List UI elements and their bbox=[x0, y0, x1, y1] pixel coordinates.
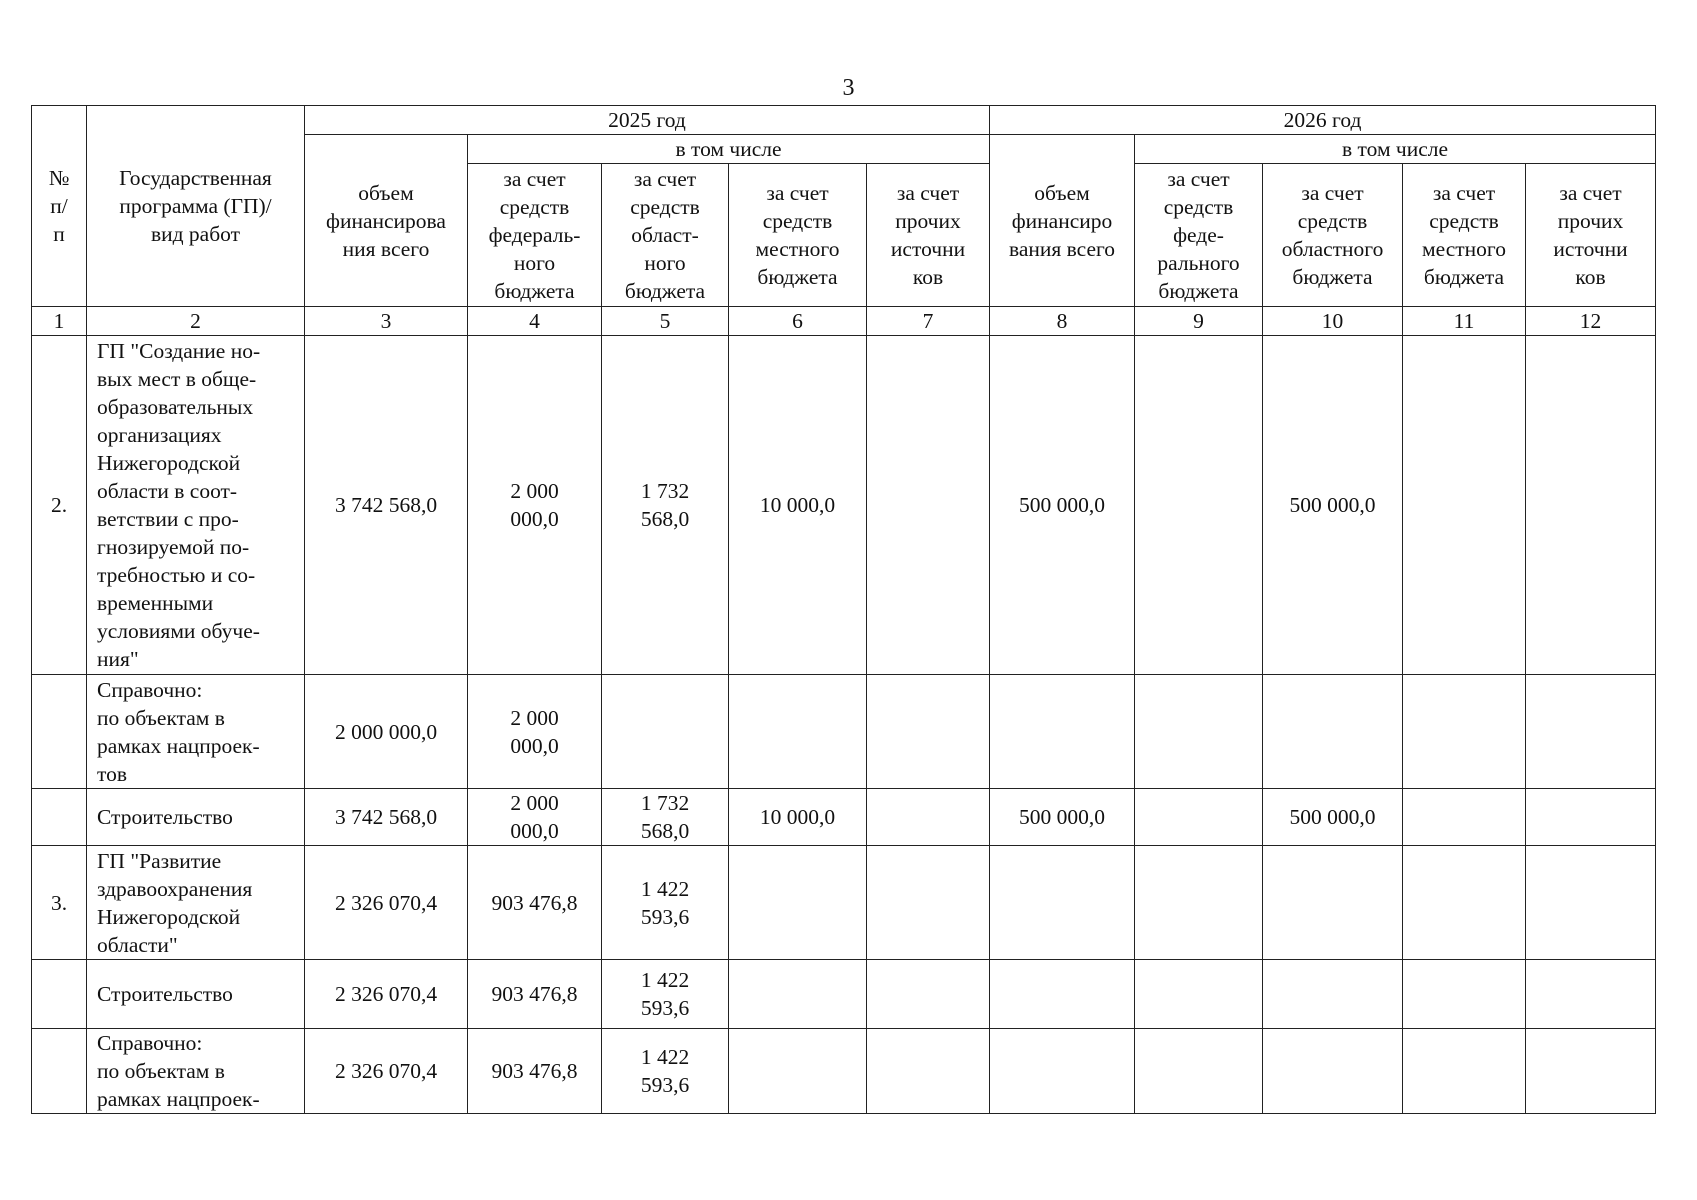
header-total-2026: объем финансиро вания всего bbox=[990, 135, 1135, 307]
header-row-years bbox=[32, 106, 1656, 135]
header-year-2025: 2025 год bbox=[305, 106, 990, 135]
header-other-2025: за счет прочих источни ков bbox=[867, 164, 990, 307]
cell-local-2025: 10 000,0 bbox=[729, 789, 867, 846]
cell-local-2026 bbox=[1403, 675, 1526, 789]
cell-total-2025: 3 742 568,0 bbox=[305, 336, 468, 675]
cell-regional-2025: 1 732 568,0 bbox=[602, 336, 729, 675]
column-number: 1 bbox=[32, 307, 87, 336]
cell-total-2025: 2 326 070,4 bbox=[305, 1029, 468, 1114]
cell-regional-2026 bbox=[1263, 846, 1403, 960]
cell-federal-2026 bbox=[1135, 1029, 1263, 1114]
cell-federal-2025: 2 000 000,0 bbox=[468, 789, 602, 846]
table-row bbox=[32, 960, 1656, 1029]
cell-local-2025 bbox=[729, 960, 867, 1029]
column-number-row bbox=[32, 307, 1656, 336]
column-number: 5 bbox=[602, 307, 729, 336]
cell-federal-2026 bbox=[1135, 675, 1263, 789]
cell-regional-2026: 500 000,0 bbox=[1263, 336, 1403, 675]
row-name: Справочно: по объектам в рамках нацпроек- bbox=[87, 1029, 305, 1114]
table-row bbox=[32, 675, 1656, 789]
cell-total-2026 bbox=[990, 675, 1135, 789]
cell-federal-2026 bbox=[1135, 789, 1263, 846]
column-number: 3 bbox=[305, 307, 468, 336]
row-number bbox=[32, 1029, 87, 1114]
cell-other-2026 bbox=[1526, 846, 1656, 960]
cell-regional-2026 bbox=[1263, 675, 1403, 789]
cell-other-2026 bbox=[1526, 789, 1656, 846]
row-number bbox=[32, 960, 87, 1029]
cell-local-2025 bbox=[729, 675, 867, 789]
cell-local-2026 bbox=[1403, 846, 1526, 960]
cell-regional-2025: 1 422 593,6 bbox=[602, 846, 729, 960]
cell-federal-2025: 903 476,8 bbox=[468, 1029, 602, 1114]
cell-total-2025: 2 000 000,0 bbox=[305, 675, 468, 789]
header-total-2025: объем финансирова ния всего bbox=[305, 135, 468, 307]
column-number: 9 bbox=[1135, 307, 1263, 336]
row-name: ГП "Развитие здравоохранения Нижегородской области" bbox=[87, 846, 305, 960]
table-row bbox=[32, 1029, 1656, 1114]
cell-regional-2025: 1 732 568,0 bbox=[602, 789, 729, 846]
cell-local-2026 bbox=[1403, 789, 1526, 846]
row-name: Строительство bbox=[87, 789, 305, 846]
cell-other-2026 bbox=[1526, 336, 1656, 675]
financing-table bbox=[31, 105, 1656, 1114]
cell-total-2025: 3 742 568,0 bbox=[305, 789, 468, 846]
header-local-2026: за счет средств местного бюджета bbox=[1403, 164, 1526, 307]
cell-federal-2026 bbox=[1135, 336, 1263, 675]
cell-regional-2025 bbox=[602, 675, 729, 789]
cell-regional-2026 bbox=[1263, 960, 1403, 1029]
row-number: 2. bbox=[32, 336, 87, 675]
column-number: 7 bbox=[867, 307, 990, 336]
row-number bbox=[32, 789, 87, 846]
cell-other-2025 bbox=[867, 675, 990, 789]
cell-total-2025: 2 326 070,4 bbox=[305, 846, 468, 960]
column-number: 2 bbox=[87, 307, 305, 336]
cell-local-2026 bbox=[1403, 1029, 1526, 1114]
cell-other-2025 bbox=[867, 336, 990, 675]
header-year-2026: 2026 год bbox=[990, 106, 1656, 135]
cell-other-2025 bbox=[867, 846, 990, 960]
table-row bbox=[32, 789, 1656, 846]
cell-other-2026 bbox=[1526, 960, 1656, 1029]
table-row bbox=[32, 846, 1656, 960]
cell-local-2025 bbox=[729, 846, 867, 960]
column-number: 10 bbox=[1263, 307, 1403, 336]
column-number: 8 bbox=[990, 307, 1135, 336]
header-col-program: Государственная программа (ГП)/ вид работ bbox=[87, 106, 305, 307]
header-col-no: № п/ п bbox=[32, 106, 87, 307]
row-number: 3. bbox=[32, 846, 87, 960]
cell-other-2026 bbox=[1526, 675, 1656, 789]
cell-federal-2026 bbox=[1135, 846, 1263, 960]
row-number bbox=[32, 675, 87, 789]
cell-total-2026 bbox=[990, 846, 1135, 960]
header-federal-2025: за счет средств федераль- ного бюджета bbox=[468, 164, 602, 307]
cell-other-2025 bbox=[867, 789, 990, 846]
header-regional-2025: за счет средств област- ного бюджета bbox=[602, 164, 729, 307]
cell-local-2026 bbox=[1403, 336, 1526, 675]
cell-other-2025 bbox=[867, 1029, 990, 1114]
cell-other-2026 bbox=[1526, 1029, 1656, 1114]
cell-federal-2026 bbox=[1135, 960, 1263, 1029]
header-including-2025: в том числе bbox=[468, 135, 990, 164]
cell-total-2026 bbox=[990, 960, 1135, 1029]
column-number: 12 bbox=[1526, 307, 1656, 336]
row-name: Справочно: по объектам в рамках нацпроек- тов bbox=[87, 675, 305, 789]
row-name: Строительство bbox=[87, 960, 305, 1029]
cell-total-2026: 500 000,0 bbox=[990, 336, 1135, 675]
cell-local-2025 bbox=[729, 1029, 867, 1114]
header-other-2026: за счет прочих источни ков bbox=[1526, 164, 1656, 307]
cell-regional-2026 bbox=[1263, 1029, 1403, 1114]
header-local-2025: за счет средств местного бюджета bbox=[729, 164, 867, 307]
column-number: 4 bbox=[468, 307, 602, 336]
cell-federal-2025: 2 000 000,0 bbox=[468, 675, 602, 789]
column-number: 6 bbox=[729, 307, 867, 336]
table-row bbox=[32, 336, 1656, 675]
header-including-2026: в том числе bbox=[1135, 135, 1656, 164]
row-name: ГП "Создание но- вых мест в обще- образовательных организациях Нижегородской области в соот- ветствии с про- гнозируемой по- требностью и со- временными условиями обуче- ния" bbox=[87, 336, 305, 675]
cell-federal-2025: 903 476,8 bbox=[468, 960, 602, 1029]
cell-total-2026: 500 000,0 bbox=[990, 789, 1135, 846]
cell-regional-2025: 1 422 593,6 bbox=[602, 1029, 729, 1114]
page-number: 3 bbox=[842, 75, 855, 101]
column-number: 11 bbox=[1403, 307, 1526, 336]
cell-total-2025: 2 326 070,4 bbox=[305, 960, 468, 1029]
cell-other-2025 bbox=[867, 960, 990, 1029]
cell-local-2026 bbox=[1403, 960, 1526, 1029]
cell-total-2026 bbox=[990, 1029, 1135, 1114]
cell-local-2025: 10 000,0 bbox=[729, 336, 867, 675]
header-regional-2026: за счет средств областного бюджета bbox=[1263, 164, 1403, 307]
cell-federal-2025: 2 000 000,0 bbox=[468, 336, 602, 675]
cell-federal-2025: 903 476,8 bbox=[468, 846, 602, 960]
cell-regional-2025: 1 422 593,6 bbox=[602, 960, 729, 1029]
header-federal-2026: за счет средств феде- рального бюджета bbox=[1135, 164, 1263, 307]
cell-regional-2026: 500 000,0 bbox=[1263, 789, 1403, 846]
